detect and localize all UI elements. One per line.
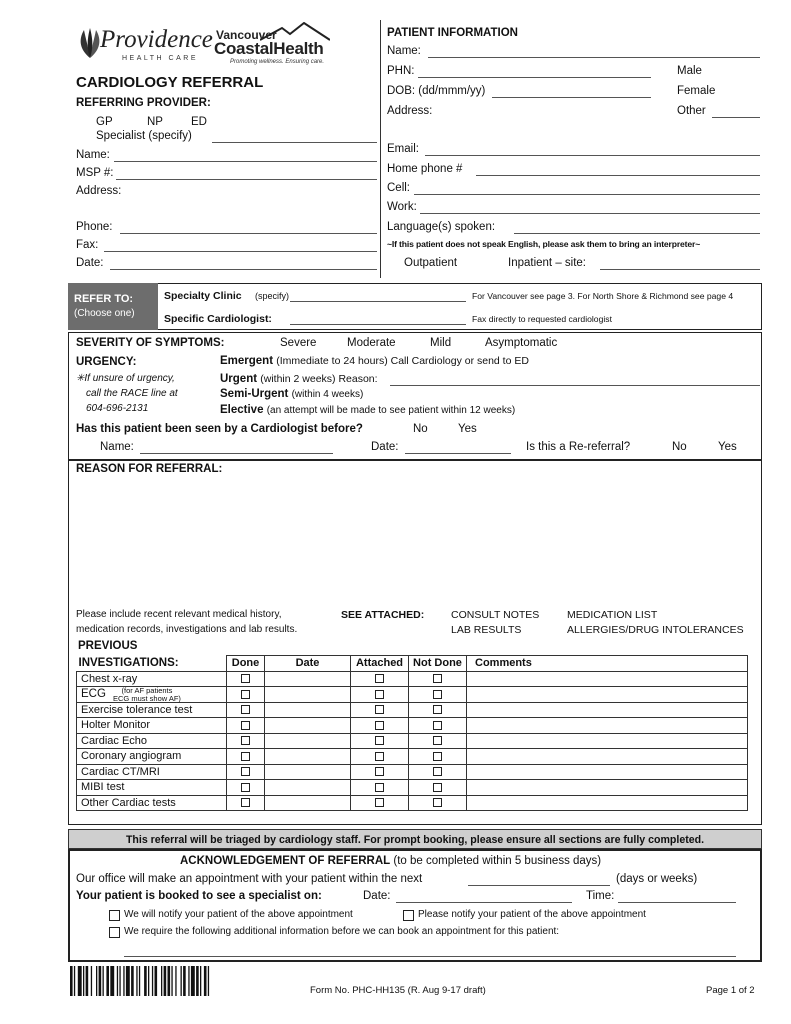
barcode-bar bbox=[181, 966, 182, 996]
pt-name-field[interactable] bbox=[428, 57, 760, 58]
inpatient-site-field[interactable] bbox=[600, 269, 760, 270]
table-row bbox=[77, 795, 748, 811]
barcode-bar bbox=[161, 966, 162, 996]
referring-heading: REFERRING PROVIDER: bbox=[76, 97, 211, 109]
urgent-text: (within 2 weeks) Reason: bbox=[260, 373, 378, 385]
done-checkbox[interactable] bbox=[241, 705, 250, 714]
attached-checkbox[interactable] bbox=[375, 783, 384, 792]
ack-heading-note: (to be completed within 5 business days) bbox=[393, 855, 602, 867]
col-not-done: Not Done bbox=[409, 656, 467, 672]
done-checkbox[interactable] bbox=[241, 721, 250, 730]
pt-work-label: Work: bbox=[387, 201, 417, 213]
ack-heading: ACKNOWLEDGEMENT OF REFERRAL bbox=[180, 855, 391, 867]
rereferral-yes[interactable]: Yes bbox=[718, 441, 737, 453]
row-label bbox=[77, 687, 227, 703]
done-checkbox[interactable] bbox=[241, 690, 250, 699]
emergent-text: (Immediate to 24 hours) Call Cardiology or send to ED bbox=[276, 355, 529, 367]
pt-other-field[interactable] bbox=[712, 117, 760, 118]
pt-male[interactable]: Male bbox=[677, 65, 702, 77]
table-row bbox=[77, 671, 748, 687]
barcode-bar bbox=[139, 966, 140, 996]
ref-phone-field[interactable] bbox=[120, 233, 377, 234]
seen-question: Has this patient been seen by a Cardiologist before? bbox=[76, 423, 363, 435]
barcode-bar bbox=[91, 966, 92, 996]
date-cell[interactable] bbox=[265, 687, 351, 703]
emergent-label: Emergent bbox=[220, 355, 274, 367]
done-checkbox[interactable] bbox=[241, 783, 250, 792]
pt-cell-label: Cell: bbox=[387, 182, 411, 194]
barcode-bar bbox=[171, 966, 172, 996]
ack-opt2-checkbox[interactable] bbox=[403, 910, 414, 921]
barcode-bar bbox=[106, 966, 109, 996]
ack-date-field[interactable] bbox=[396, 902, 572, 903]
barcode-bar bbox=[144, 966, 147, 996]
done-checkbox[interactable] bbox=[241, 674, 250, 683]
done-checkbox[interactable] bbox=[241, 767, 250, 776]
row-label: Coronary angiogram bbox=[77, 749, 227, 765]
barcode-bar bbox=[86, 966, 89, 996]
ack-line1: Our office will make an appointment with your patient within the next bbox=[76, 873, 423, 885]
attached-checkbox[interactable] bbox=[375, 721, 384, 730]
severity-severe[interactable]: Severe bbox=[280, 337, 317, 349]
attached-lab-results[interactable]: LAB RESULTS bbox=[451, 624, 522, 636]
urgent-reason-field[interactable] bbox=[390, 385, 760, 386]
urgency-note-3: 604-696-2131 bbox=[86, 403, 149, 414]
barcode-bar bbox=[78, 966, 82, 996]
attached-checkbox[interactable] bbox=[375, 798, 384, 807]
barcode-bar bbox=[168, 966, 171, 996]
vch-tagline: Promoting wellness. Ensuring care. bbox=[230, 59, 325, 65]
attached-medication-list[interactable]: MEDICATION LIST bbox=[567, 609, 658, 621]
semi-urgent-text: (within 4 weeks) bbox=[291, 389, 364, 400]
barcode-bar bbox=[191, 966, 195, 996]
page-number: Page 1 of 2 bbox=[706, 985, 755, 996]
urgency-emergent[interactable] bbox=[220, 355, 529, 367]
row-label: Exercise tolerance test bbox=[77, 702, 227, 718]
ref-name-field[interactable] bbox=[114, 161, 377, 162]
form-title: CARDIOLOGY REFERRAL bbox=[76, 74, 264, 91]
providence-wordmark: Providence bbox=[100, 26, 213, 53]
ed-option[interactable]: ED bbox=[191, 116, 207, 128]
comments-cell[interactable] bbox=[467, 718, 748, 734]
elective-text: (an attempt will be made to see patient within 12 weeks) bbox=[266, 405, 516, 416]
investigations-header-row bbox=[77, 656, 748, 672]
pt-homephone-field[interactable] bbox=[476, 175, 760, 176]
vch-top: Vancouver bbox=[216, 28, 277, 42]
reason-text-area[interactable] bbox=[76, 480, 760, 604]
specialty-clinic-hint: For Vancouver see page 3. For North Shore & Richmond see page 4 bbox=[472, 291, 734, 301]
date-cell[interactable] bbox=[265, 702, 351, 718]
seen-date-field[interactable] bbox=[405, 453, 511, 454]
barcode-bar bbox=[152, 966, 153, 996]
pt-phn-field[interactable] bbox=[418, 77, 651, 78]
date-cell[interactable] bbox=[265, 671, 351, 687]
date-cell[interactable] bbox=[265, 795, 351, 811]
attached-checkbox[interactable] bbox=[375, 752, 384, 761]
ack-opt1-label: We will notify your patient of the above appointment bbox=[124, 909, 353, 920]
barcode-bar bbox=[136, 966, 137, 996]
ack-heading-line bbox=[180, 855, 601, 867]
row-label: Other Cardiac tests bbox=[77, 795, 227, 811]
severity-moderate[interactable]: Moderate bbox=[347, 337, 396, 349]
ref-address-label: Address: bbox=[76, 185, 122, 197]
table-row bbox=[77, 718, 748, 734]
ecg-note-2: ECG must show AF) bbox=[113, 693, 181, 703]
table-row bbox=[77, 780, 748, 796]
not-done-checkbox[interactable] bbox=[433, 783, 442, 792]
seen-no[interactable]: No bbox=[413, 423, 428, 435]
col-comments: Comments bbox=[467, 656, 748, 672]
rereferral-question: Is this a Re-referral? bbox=[526, 441, 631, 453]
pt-email-label: Email: bbox=[387, 143, 419, 155]
done-checkbox[interactable] bbox=[241, 736, 250, 745]
seen-name-field[interactable] bbox=[140, 453, 333, 454]
inpatient-option[interactable]: Inpatient – site: bbox=[508, 257, 586, 269]
reason-include-1: Please include recent relevant medical history, bbox=[76, 609, 282, 620]
severity-asymptomatic[interactable]: Asymptomatic bbox=[485, 337, 558, 349]
date-cell[interactable] bbox=[265, 764, 351, 780]
urgency-heading: URGENCY: bbox=[76, 356, 137, 368]
ack-additional-info-field[interactable] bbox=[124, 956, 736, 957]
col-done: Done bbox=[227, 656, 265, 672]
not-done-checkbox[interactable] bbox=[433, 752, 442, 761]
ack-booked: Your patient is booked to see a specialist on: bbox=[76, 890, 322, 902]
patient-heading: PATIENT INFORMATION bbox=[387, 27, 518, 39]
barcode-bar bbox=[155, 966, 158, 996]
specific-cardiologist-hint: Fax directly to requested cardiologist bbox=[472, 314, 612, 324]
ack-date-label: Date: bbox=[363, 890, 391, 902]
vch-logo bbox=[214, 22, 339, 68]
attached-checkbox[interactable] bbox=[375, 690, 384, 699]
refer-to-label-box bbox=[68, 283, 158, 330]
ref-date-field[interactable] bbox=[110, 269, 377, 270]
ecg-label: ECG bbox=[81, 688, 106, 701]
interpreter-note: ~If this patient does not speak English, please ask them to bring an interpreter~ bbox=[387, 239, 701, 249]
ref-msp-label: MSP #: bbox=[76, 167, 114, 179]
barcode-bar bbox=[196, 966, 199, 996]
comments-cell[interactable] bbox=[467, 749, 748, 765]
see-attached-label: SEE ATTACHED: bbox=[341, 609, 425, 621]
specialist-option[interactable]: Specialist (specify) bbox=[96, 130, 192, 142]
reason-heading: REASON FOR REFERRAL: bbox=[76, 463, 223, 475]
reason-include-2: medication records, investigations and lab results. bbox=[76, 624, 298, 635]
severity-heading: SEVERITY OF SYMPTOMS: bbox=[76, 337, 225, 349]
comments-cell[interactable] bbox=[467, 780, 748, 796]
pt-cell-field[interactable] bbox=[414, 194, 760, 195]
comments-cell[interactable] bbox=[467, 702, 748, 718]
outpatient-option[interactable]: Outpatient bbox=[404, 257, 458, 269]
barcode-bar bbox=[110, 966, 114, 996]
elective-label: Elective bbox=[220, 404, 264, 416]
triage-banner: This referral will be triaged by cardiology staff. For prompt booking, please ensure all sections are fully completed. bbox=[68, 829, 762, 849]
pt-language-field[interactable] bbox=[514, 233, 760, 234]
pt-dob-label: DOB: (dd/mmm/yy) bbox=[387, 85, 486, 97]
barcode-bar bbox=[99, 966, 102, 996]
semi-urgent-label: Semi-Urgent bbox=[220, 388, 289, 400]
refer-to-label: REFER TO: bbox=[74, 293, 134, 305]
pt-other[interactable]: Other bbox=[677, 105, 706, 117]
pt-homephone-label: Home phone # bbox=[387, 163, 463, 175]
date-cell[interactable] bbox=[265, 718, 351, 734]
row-label: Chest x-ray bbox=[77, 671, 227, 687]
ack-opt1-checkbox[interactable] bbox=[109, 910, 120, 921]
ack-opt3-checkbox[interactable] bbox=[109, 927, 120, 938]
ref-msp-field[interactable] bbox=[116, 179, 377, 180]
barcode-bar bbox=[200, 966, 201, 996]
specialty-clinic-note: (specify) bbox=[255, 291, 290, 301]
attached-checkbox[interactable] bbox=[375, 767, 384, 776]
barcode bbox=[70, 966, 286, 996]
date-cell[interactable] bbox=[265, 749, 351, 765]
barcode-bar bbox=[123, 966, 124, 996]
done-checkbox[interactable] bbox=[241, 752, 250, 761]
not-done-checkbox[interactable] bbox=[433, 705, 442, 714]
ref-date-label: Date: bbox=[76, 257, 104, 269]
form-number: Form No. PHC-HH135 (R. Aug 9-17 draft) bbox=[310, 985, 486, 996]
specialty-clinic-label[interactable]: Specialty Clinic bbox=[164, 290, 242, 302]
table-row bbox=[77, 702, 748, 718]
comments-cell[interactable] bbox=[467, 671, 748, 687]
urgency-urgent[interactable] bbox=[220, 373, 378, 385]
attached-checkbox[interactable] bbox=[375, 705, 384, 714]
header-divider bbox=[380, 20, 381, 278]
ref-fax-label: Fax: bbox=[76, 239, 99, 251]
specialty-clinic-field[interactable] bbox=[290, 301, 466, 302]
comments-cell[interactable] bbox=[467, 687, 748, 703]
ecg-note bbox=[113, 687, 181, 702]
barcode-bar bbox=[204, 966, 207, 996]
urgency-semi-urgent[interactable] bbox=[220, 388, 363, 400]
not-done-checkbox[interactable] bbox=[433, 690, 442, 699]
not-done-checkbox[interactable] bbox=[433, 674, 442, 683]
pt-email-field[interactable] bbox=[425, 155, 760, 156]
investigations-table bbox=[76, 655, 748, 811]
pt-female[interactable]: Female bbox=[677, 85, 716, 97]
pt-dob-field[interactable] bbox=[492, 97, 651, 98]
barcode-bar bbox=[96, 966, 97, 996]
seen-date-label: Date: bbox=[371, 441, 399, 453]
seen-name-label: Name: bbox=[100, 441, 134, 453]
ref-phone-label: Phone: bbox=[76, 221, 113, 233]
ack-line1-end: (days or weeks) bbox=[616, 873, 698, 885]
severity-mild[interactable]: Mild bbox=[430, 337, 452, 349]
row-label: Cardiac CT/MRI bbox=[77, 764, 227, 780]
table-row bbox=[77, 749, 748, 765]
ref-fax-field[interactable] bbox=[104, 251, 377, 252]
table-row bbox=[77, 687, 748, 703]
not-done-checkbox[interactable] bbox=[433, 798, 442, 807]
attached-allergies[interactable]: ALLERGIES/DRUG INTOLERANCES bbox=[567, 624, 744, 636]
specialist-line[interactable] bbox=[212, 142, 377, 143]
not-done-checkbox[interactable] bbox=[433, 736, 442, 745]
attached-consult-notes[interactable]: CONSULT NOTES bbox=[451, 609, 540, 621]
providence-subtitle: HEALTH CARE bbox=[122, 55, 198, 62]
vch-main: CoastalHealth bbox=[214, 39, 324, 58]
barcode-bar bbox=[126, 966, 130, 996]
not-done-checkbox[interactable] bbox=[433, 767, 442, 776]
ref-name-label: Name: bbox=[76, 149, 110, 161]
col-date: Date bbox=[265, 656, 351, 672]
col-attached: Attached bbox=[351, 656, 409, 672]
specific-cardiologist-field[interactable] bbox=[290, 324, 466, 325]
barcode-bar bbox=[183, 966, 186, 996]
row-label: MIBI test bbox=[77, 780, 227, 796]
refer-to-sub: (Choose one) bbox=[74, 308, 135, 319]
ack-opt2-label: Please notify your patient of the above appointment bbox=[418, 909, 646, 920]
barcode-bar bbox=[175, 966, 176, 996]
np-option[interactable]: NP bbox=[147, 116, 163, 128]
attached-checkbox[interactable] bbox=[375, 674, 384, 683]
not-done-checkbox[interactable] bbox=[433, 721, 442, 730]
ack-within-field[interactable] bbox=[468, 885, 610, 886]
pt-name-label: Name: bbox=[387, 45, 421, 57]
ack-time-field[interactable] bbox=[618, 902, 736, 903]
rereferral-no[interactable]: No bbox=[672, 441, 687, 453]
urgent-label: Urgent bbox=[220, 373, 258, 385]
urgency-note-1: ✳If unsure of urgency, bbox=[76, 373, 175, 384]
ack-time-label: Time: bbox=[586, 890, 615, 902]
investigations-heading-2: INVESTIGATIONS: bbox=[77, 656, 227, 672]
comments-cell[interactable] bbox=[467, 795, 748, 811]
table-row bbox=[77, 764, 748, 780]
specific-cardiologist-label[interactable]: Specific Cardiologist: bbox=[164, 313, 272, 325]
pt-address-label: Address: bbox=[387, 105, 433, 117]
ecg-note-1: (for AF patients bbox=[121, 686, 173, 695]
barcode-bar bbox=[70, 966, 73, 996]
barcode-bars bbox=[70, 966, 286, 996]
barcode-bar bbox=[164, 966, 167, 996]
barcode-bar bbox=[131, 966, 134, 996]
barcode-bar bbox=[83, 966, 84, 996]
date-cell[interactable] bbox=[265, 733, 351, 749]
barcode-bar bbox=[119, 966, 120, 996]
barcode-bar bbox=[148, 966, 149, 996]
comments-cell[interactable] bbox=[467, 733, 748, 749]
gp-option[interactable]: GP bbox=[96, 116, 113, 128]
barcode-bar bbox=[208, 966, 209, 996]
urgency-elective[interactable] bbox=[220, 404, 515, 416]
barcode-bar bbox=[188, 966, 189, 996]
investigations-heading-1: PREVIOUS bbox=[78, 640, 138, 652]
barcode-bar bbox=[74, 966, 75, 996]
row-label: Holter Monitor bbox=[77, 718, 227, 734]
date-cell[interactable] bbox=[265, 780, 351, 796]
seen-yes[interactable]: Yes bbox=[458, 423, 477, 435]
done-checkbox[interactable] bbox=[241, 798, 250, 807]
urgency-note-2: call the RACE line at bbox=[86, 388, 178, 399]
table-row bbox=[77, 733, 748, 749]
comments-cell[interactable] bbox=[467, 764, 748, 780]
pt-language-label: Language(s) spoken: bbox=[387, 221, 496, 233]
barcode-bar bbox=[103, 966, 104, 996]
pt-work-field[interactable] bbox=[420, 213, 760, 214]
attached-checkbox[interactable] bbox=[375, 736, 384, 745]
barcode-bar bbox=[117, 966, 118, 996]
ack-opt3-label: We require the following additional information before we can book an appointment for this patient: bbox=[124, 926, 560, 937]
row-label: Cardiac Echo bbox=[77, 733, 227, 749]
pt-phn-label: PHN: bbox=[387, 65, 415, 77]
